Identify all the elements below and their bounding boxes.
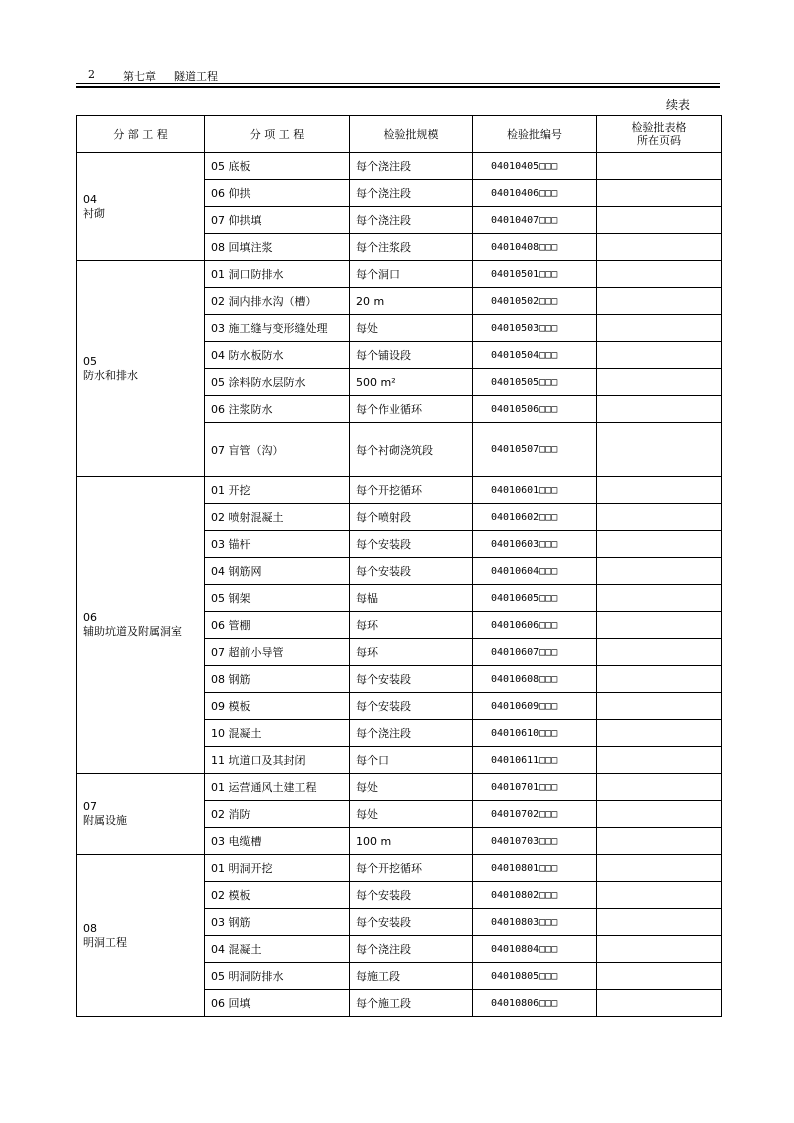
col-header-number: 检验批编号 — [473, 116, 597, 153]
batch-number-cell: 04010406□□□ — [473, 180, 597, 207]
scale-cell: 20 m — [350, 288, 473, 315]
batch-number-cell: 04010602□□□ — [473, 504, 597, 531]
page-ref-cell — [597, 774, 722, 801]
scale-cell: 每个安装段 — [350, 909, 473, 936]
scale-cell: 每个作业循环 — [350, 396, 473, 423]
batch-number-cell: 04010603□□□ — [473, 531, 597, 558]
page-ref-cell — [597, 909, 722, 936]
page-ref-cell — [597, 180, 722, 207]
division-cell — [77, 261, 205, 477]
item-cell: 07 仰拱填 — [205, 207, 350, 234]
batch-number-cell: 04010604□□□ — [473, 558, 597, 585]
chapter-label: 第七章 — [123, 70, 156, 83]
division-code: 05 — [83, 354, 97, 368]
page-ref-cell — [597, 801, 722, 828]
item-cell: 02 喷射混凝土 — [205, 504, 350, 531]
page-ref-cell — [597, 153, 722, 180]
batch-number-cell: 04010804□□□ — [473, 936, 597, 963]
scale-cell: 每个施工段 — [350, 990, 473, 1017]
item-cell: 06 注浆防水 — [205, 396, 350, 423]
page-ref-cell — [597, 396, 722, 423]
table-body — [77, 153, 722, 1017]
table-header-row — [77, 116, 722, 153]
page-ref-cell — [597, 693, 722, 720]
scale-cell: 每个浇注段 — [350, 720, 473, 747]
division-cell — [77, 855, 205, 1017]
table-row — [77, 153, 722, 180]
scale-cell: 每施工段 — [350, 963, 473, 990]
page-ref-cell — [597, 207, 722, 234]
item-cell: 06 管棚 — [205, 612, 350, 639]
table-row — [77, 855, 722, 882]
page-ref-cell — [597, 315, 722, 342]
division-name: 防水和排水 — [83, 368, 138, 382]
item-cell: 05 钢架 — [205, 585, 350, 612]
scale-cell: 每个衬砌浇筑段 — [350, 423, 473, 477]
batch-number-cell: 04010703□□□ — [473, 828, 597, 855]
scale-cell: 每处 — [350, 801, 473, 828]
item-cell: 02 消防 — [205, 801, 350, 828]
page-ref-cell — [597, 423, 722, 477]
division-code: 08 — [83, 921, 97, 935]
page-ref-cell — [597, 342, 722, 369]
batch-number-cell: 04010805□□□ — [473, 963, 597, 990]
scale-cell: 每个安装段 — [350, 666, 473, 693]
item-cell: 03 钢筋 — [205, 909, 350, 936]
batch-number-cell: 04010607□□□ — [473, 639, 597, 666]
division-code: 07 — [83, 800, 97, 813]
batch-number-cell: 04010608□□□ — [473, 666, 597, 693]
scale-cell: 每处 — [350, 774, 473, 801]
batch-number-cell: 04010802□□□ — [473, 882, 597, 909]
item-cell: 07 超前小导管 — [205, 639, 350, 666]
batch-number-cell: 04010610□□□ — [473, 720, 597, 747]
page-ref-cell — [597, 531, 722, 558]
item-cell: 01 运营通风土建工程 — [205, 774, 350, 801]
page-ref-cell — [597, 720, 722, 747]
division-cell — [77, 774, 205, 855]
batch-number-cell: 04010601□□□ — [473, 477, 597, 504]
item-cell: 09 模板 — [205, 693, 350, 720]
page-ref-cell — [597, 639, 722, 666]
item-cell: 03 锚杆 — [205, 531, 350, 558]
batch-number-cell: 04010606□□□ — [473, 612, 597, 639]
scale-cell: 每个浇注段 — [350, 153, 473, 180]
scale-cell: 500 m² — [350, 369, 473, 396]
table-row — [77, 261, 722, 288]
item-cell: 05 底板 — [205, 153, 350, 180]
page-ref-cell — [597, 963, 722, 990]
item-cell: 05 明洞防排水 — [205, 963, 350, 990]
item-cell: 10 混凝土 — [205, 720, 350, 747]
continued-label: 续表 — [665, 98, 690, 112]
scale-cell: 每个安装段 — [350, 693, 473, 720]
item-cell: 07 盲管（沟） — [205, 423, 350, 477]
page-ref-cell — [597, 261, 722, 288]
division-name: 衬砌 — [83, 206, 105, 220]
division-code: 04 — [83, 192, 97, 206]
header-rule-thick — [76, 86, 720, 88]
item-cell: 06 仰拱 — [205, 180, 350, 207]
batch-number-cell: 04010502□□□ — [473, 288, 597, 315]
batch-number-cell: 04010504□□□ — [473, 342, 597, 369]
scale-cell: 每环 — [350, 612, 473, 639]
batch-number-cell: 04010405□□□ — [473, 153, 597, 180]
col-header-page: 检验批表格 所在页码 — [597, 116, 722, 153]
col-header-scale: 检验批规模 — [350, 116, 473, 153]
batch-number-cell: 04010702□□□ — [473, 801, 597, 828]
batch-number-cell: 04010506□□□ — [473, 396, 597, 423]
batch-number-cell: 04010803□□□ — [473, 909, 597, 936]
item-cell: 02 模板 — [205, 882, 350, 909]
scale-cell: 每个注浆段 — [350, 234, 473, 261]
scale-cell: 每个开挖循环 — [350, 477, 473, 504]
batch-number-cell: 04010408□□□ — [473, 234, 597, 261]
page-ref-cell — [597, 936, 722, 963]
scale-cell: 每榀 — [350, 585, 473, 612]
scale-cell: 每环 — [350, 639, 473, 666]
batch-number-cell: 04010605□□□ — [473, 585, 597, 612]
page-ref-cell — [597, 828, 722, 855]
scale-cell: 100 m — [350, 828, 473, 855]
page-ref-cell — [597, 855, 722, 882]
batch-number-cell: 04010507□□□ — [473, 423, 597, 477]
item-cell: 01 明洞开挖 — [205, 855, 350, 882]
inspection-batch-table — [76, 115, 722, 1017]
item-cell: 04 钢筋网 — [205, 558, 350, 585]
item-cell: 11 坑道口及其封闭 — [205, 747, 350, 774]
scale-cell: 每个铺设段 — [350, 342, 473, 369]
scale-cell: 每处 — [350, 315, 473, 342]
batch-number-cell: 04010701□□□ — [473, 774, 597, 801]
batch-number-cell: 04010801□□□ — [473, 855, 597, 882]
col-header-item: 分 项 工 程 — [205, 116, 350, 153]
scale-cell: 每个开挖循环 — [350, 855, 473, 882]
page-ref-cell — [597, 666, 722, 693]
table-row — [77, 477, 722, 504]
page-number: 2 — [88, 68, 95, 81]
batch-number-cell: 04010806□□□ — [473, 990, 597, 1017]
item-cell: 01 开挖 — [205, 477, 350, 504]
col-header-division: 分 部 工 程 — [77, 116, 205, 153]
header-rule-thin — [76, 83, 720, 84]
scale-cell: 每个安装段 — [350, 531, 473, 558]
scale-cell: 每个安装段 — [350, 558, 473, 585]
batch-number-cell: 04010501□□□ — [473, 261, 597, 288]
batch-number-cell: 04010609□□□ — [473, 693, 597, 720]
page-header — [76, 66, 720, 84]
item-cell: 08 回填注浆 — [205, 234, 350, 261]
item-cell: 05 涂料防水层防水 — [205, 369, 350, 396]
batch-number-cell: 04010503□□□ — [473, 315, 597, 342]
page-ref-cell — [597, 288, 722, 315]
item-cell: 08 钢筋 — [205, 666, 350, 693]
scale-cell: 每个浇注段 — [350, 180, 473, 207]
scale-cell: 每个洞口 — [350, 261, 473, 288]
table-row — [77, 774, 722, 801]
item-cell: 04 防水板防水 — [205, 342, 350, 369]
batch-number-cell: 04010407□□□ — [473, 207, 597, 234]
batch-number-cell: 04010505□□□ — [473, 369, 597, 396]
page-ref-cell — [597, 882, 722, 909]
page-ref-cell — [597, 612, 722, 639]
division-name: 辅助坑道及附属洞室 — [83, 625, 182, 638]
division-cell — [77, 153, 205, 261]
page-ref-cell — [597, 747, 722, 774]
scale-cell: 每个浇注段 — [350, 207, 473, 234]
batch-number-cell: 04010611□□□ — [473, 747, 597, 774]
item-cell: 06 回填 — [205, 990, 350, 1017]
division-code: 06 — [83, 611, 97, 624]
division-cell — [77, 477, 205, 774]
scale-cell: 每个安装段 — [350, 882, 473, 909]
page-ref-cell — [597, 477, 722, 504]
item-cell: 01 洞口防排水 — [205, 261, 350, 288]
division-name: 附属设施 — [83, 814, 127, 827]
page-ref-cell — [597, 585, 722, 612]
page-ref-cell — [597, 558, 722, 585]
scale-cell: 每个喷射段 — [350, 504, 473, 531]
item-cell: 03 施工缝与变形缝处理 — [205, 315, 350, 342]
page-ref-cell — [597, 990, 722, 1017]
page-ref-cell — [597, 369, 722, 396]
page-ref-cell — [597, 504, 722, 531]
division-name: 明洞工程 — [83, 935, 127, 949]
scale-cell: 每个口 — [350, 747, 473, 774]
page-ref-cell — [597, 234, 722, 261]
item-cell: 04 混凝土 — [205, 936, 350, 963]
section-label: 隧道工程 — [174, 70, 218, 83]
item-cell: 03 电缆槽 — [205, 828, 350, 855]
scale-cell: 每个浇注段 — [350, 936, 473, 963]
item-cell: 02 洞内排水沟（槽） — [205, 288, 350, 315]
